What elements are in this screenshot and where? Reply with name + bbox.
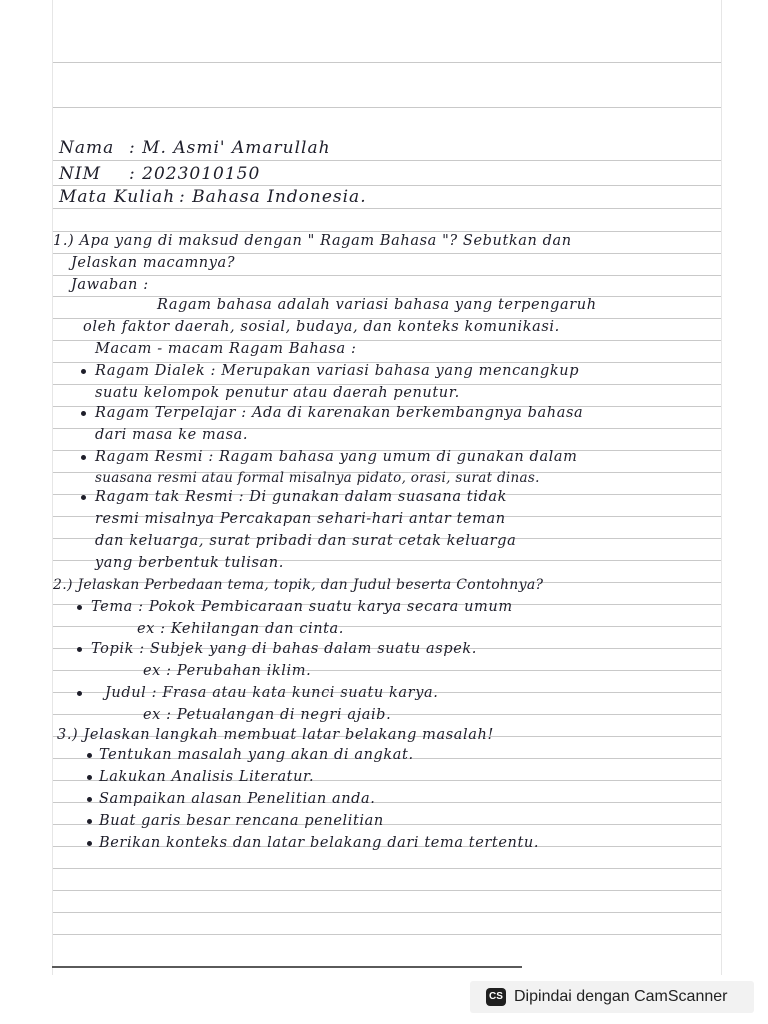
ruled-line: [53, 185, 721, 186]
bullet: [87, 753, 92, 758]
q3-item-2: Lakukan Analisis Literatur.: [99, 769, 315, 785]
notebook-page: [52, 0, 722, 975]
q3-question: 3.) Jelaskan langkah membuat latar belakang masalah!: [57, 727, 494, 743]
paper-edge: [52, 966, 522, 968]
q1-item-resmi-line-2: suasana resmi atau formal misalnya pidato, orasi, surat dinas.: [95, 470, 540, 486]
q1-macam-title: Macam - macam Ragam Bahasa :: [95, 341, 357, 357]
ruled-line: [53, 160, 721, 161]
q1-item-terpelajar-line-1: Ragam Terpelajar : Ada di karenakan berkembangnya bahasa: [95, 405, 584, 421]
bullet: [77, 691, 82, 696]
nim-label: NIM: [59, 164, 101, 184]
bullet: [81, 495, 86, 500]
ruled-line: [53, 107, 721, 108]
q3-item-5: Berikan konteks dan latar belakang dari tema tertentu.: [99, 835, 540, 851]
camscanner-logo-icon: CS: [486, 988, 506, 1006]
q2-topik: Topik : Subjek yang di bahas dalam suatu aspek.: [91, 641, 477, 657]
q1-item-takresmi-line-2: resmi misalnya Percakapan sehari-hari antar teman: [95, 511, 506, 527]
mata-kuliah-value: : Bahasa Indonesia.: [179, 187, 367, 207]
q3-item-1: Tentukan masalah yang akan di angkat.: [99, 747, 414, 763]
q1-item-dialek-line-2: suatu kelompok penutur atau daerah penutur.: [95, 385, 460, 401]
q1-jawaban-label: Jawaban :: [71, 277, 149, 293]
q2-judul: Judul : Frasa atau kata kunci suatu karya.: [105, 685, 439, 701]
ruled-line: [53, 275, 721, 276]
q1-item-takresmi-line-4: yang berbentuk tulisan.: [95, 555, 284, 571]
bullet: [81, 455, 86, 460]
bullet: [87, 819, 92, 824]
ruled-line: [53, 868, 721, 869]
q3-item-4: Buat garis besar rencana penelitian: [99, 813, 384, 829]
ruled-line: [53, 231, 721, 232]
q2-question: 2.) Jelaskan Perbedaan tema, topik, dan Judul beserta Contohnya?: [53, 577, 544, 593]
mata-kuliah-label: Mata Kuliah: [59, 187, 176, 207]
q2-judul-example: ex : Petualangan di negri ajaib.: [143, 707, 392, 723]
ruled-line: [53, 62, 721, 63]
nama-label: Nama: [59, 138, 115, 158]
q1-item-terpelajar-line-2: dari masa ke masa.: [95, 427, 249, 443]
q1-question-line-2: Jelaskan macamnya?: [71, 255, 236, 271]
q1-intro-line-1: Ragam bahasa adalah variasi bahasa yang terpengaruh: [157, 297, 597, 313]
bullet: [87, 841, 92, 846]
q1-item-takresmi-line-1: Ragam tak Resmi : Di gunakan dalam suasana tidak: [95, 489, 507, 505]
ruled-line: [53, 208, 721, 209]
q1-intro-line-2: oleh faktor daerah, sosial, budaya, dan konteks komunikasi.: [83, 319, 560, 335]
bullet: [81, 369, 86, 374]
bullet: [81, 411, 86, 416]
q2-topik-example: ex : Perubahan iklim.: [143, 663, 312, 679]
camscanner-watermark-text: Dipindai dengan CamScanner: [514, 988, 728, 1005]
ruled-line: [53, 890, 721, 891]
q1-question-line-1: 1.) Apa yang di maksud dengan " Ragam Bahasa "? Sebutkan dan: [53, 233, 572, 249]
q2-tema: Tema : Pokok Pembicaraan suatu karya secara umum: [91, 599, 513, 615]
q1-item-resmi-line-1: Ragam Resmi : Ragam bahasa yang umum di gunakan dalam: [95, 449, 578, 465]
q1-item-dialek-line-1: Ragam Dialek : Merupakan variasi bahasa yang mencangkup: [95, 363, 580, 379]
nim-value: : 2023010150: [129, 164, 261, 184]
ruled-line: [53, 934, 721, 935]
camscanner-watermark: [470, 981, 754, 1013]
bullet: [77, 605, 82, 610]
ruled-line: [53, 253, 721, 254]
bullet: [87, 797, 92, 802]
q2-tema-example: ex : Kehilangan dan cinta.: [137, 621, 345, 637]
nama-value: : M. Asmi' Amarullah: [129, 138, 331, 158]
bullet: [77, 647, 82, 652]
bullet: [87, 775, 92, 780]
ruled-line: [53, 912, 721, 913]
q3-item-3: Sampaikan alasan Penelitian anda.: [99, 791, 376, 807]
q1-item-takresmi-line-3: dan keluarga, surat pribadi dan surat cetak keluarga: [95, 533, 517, 549]
